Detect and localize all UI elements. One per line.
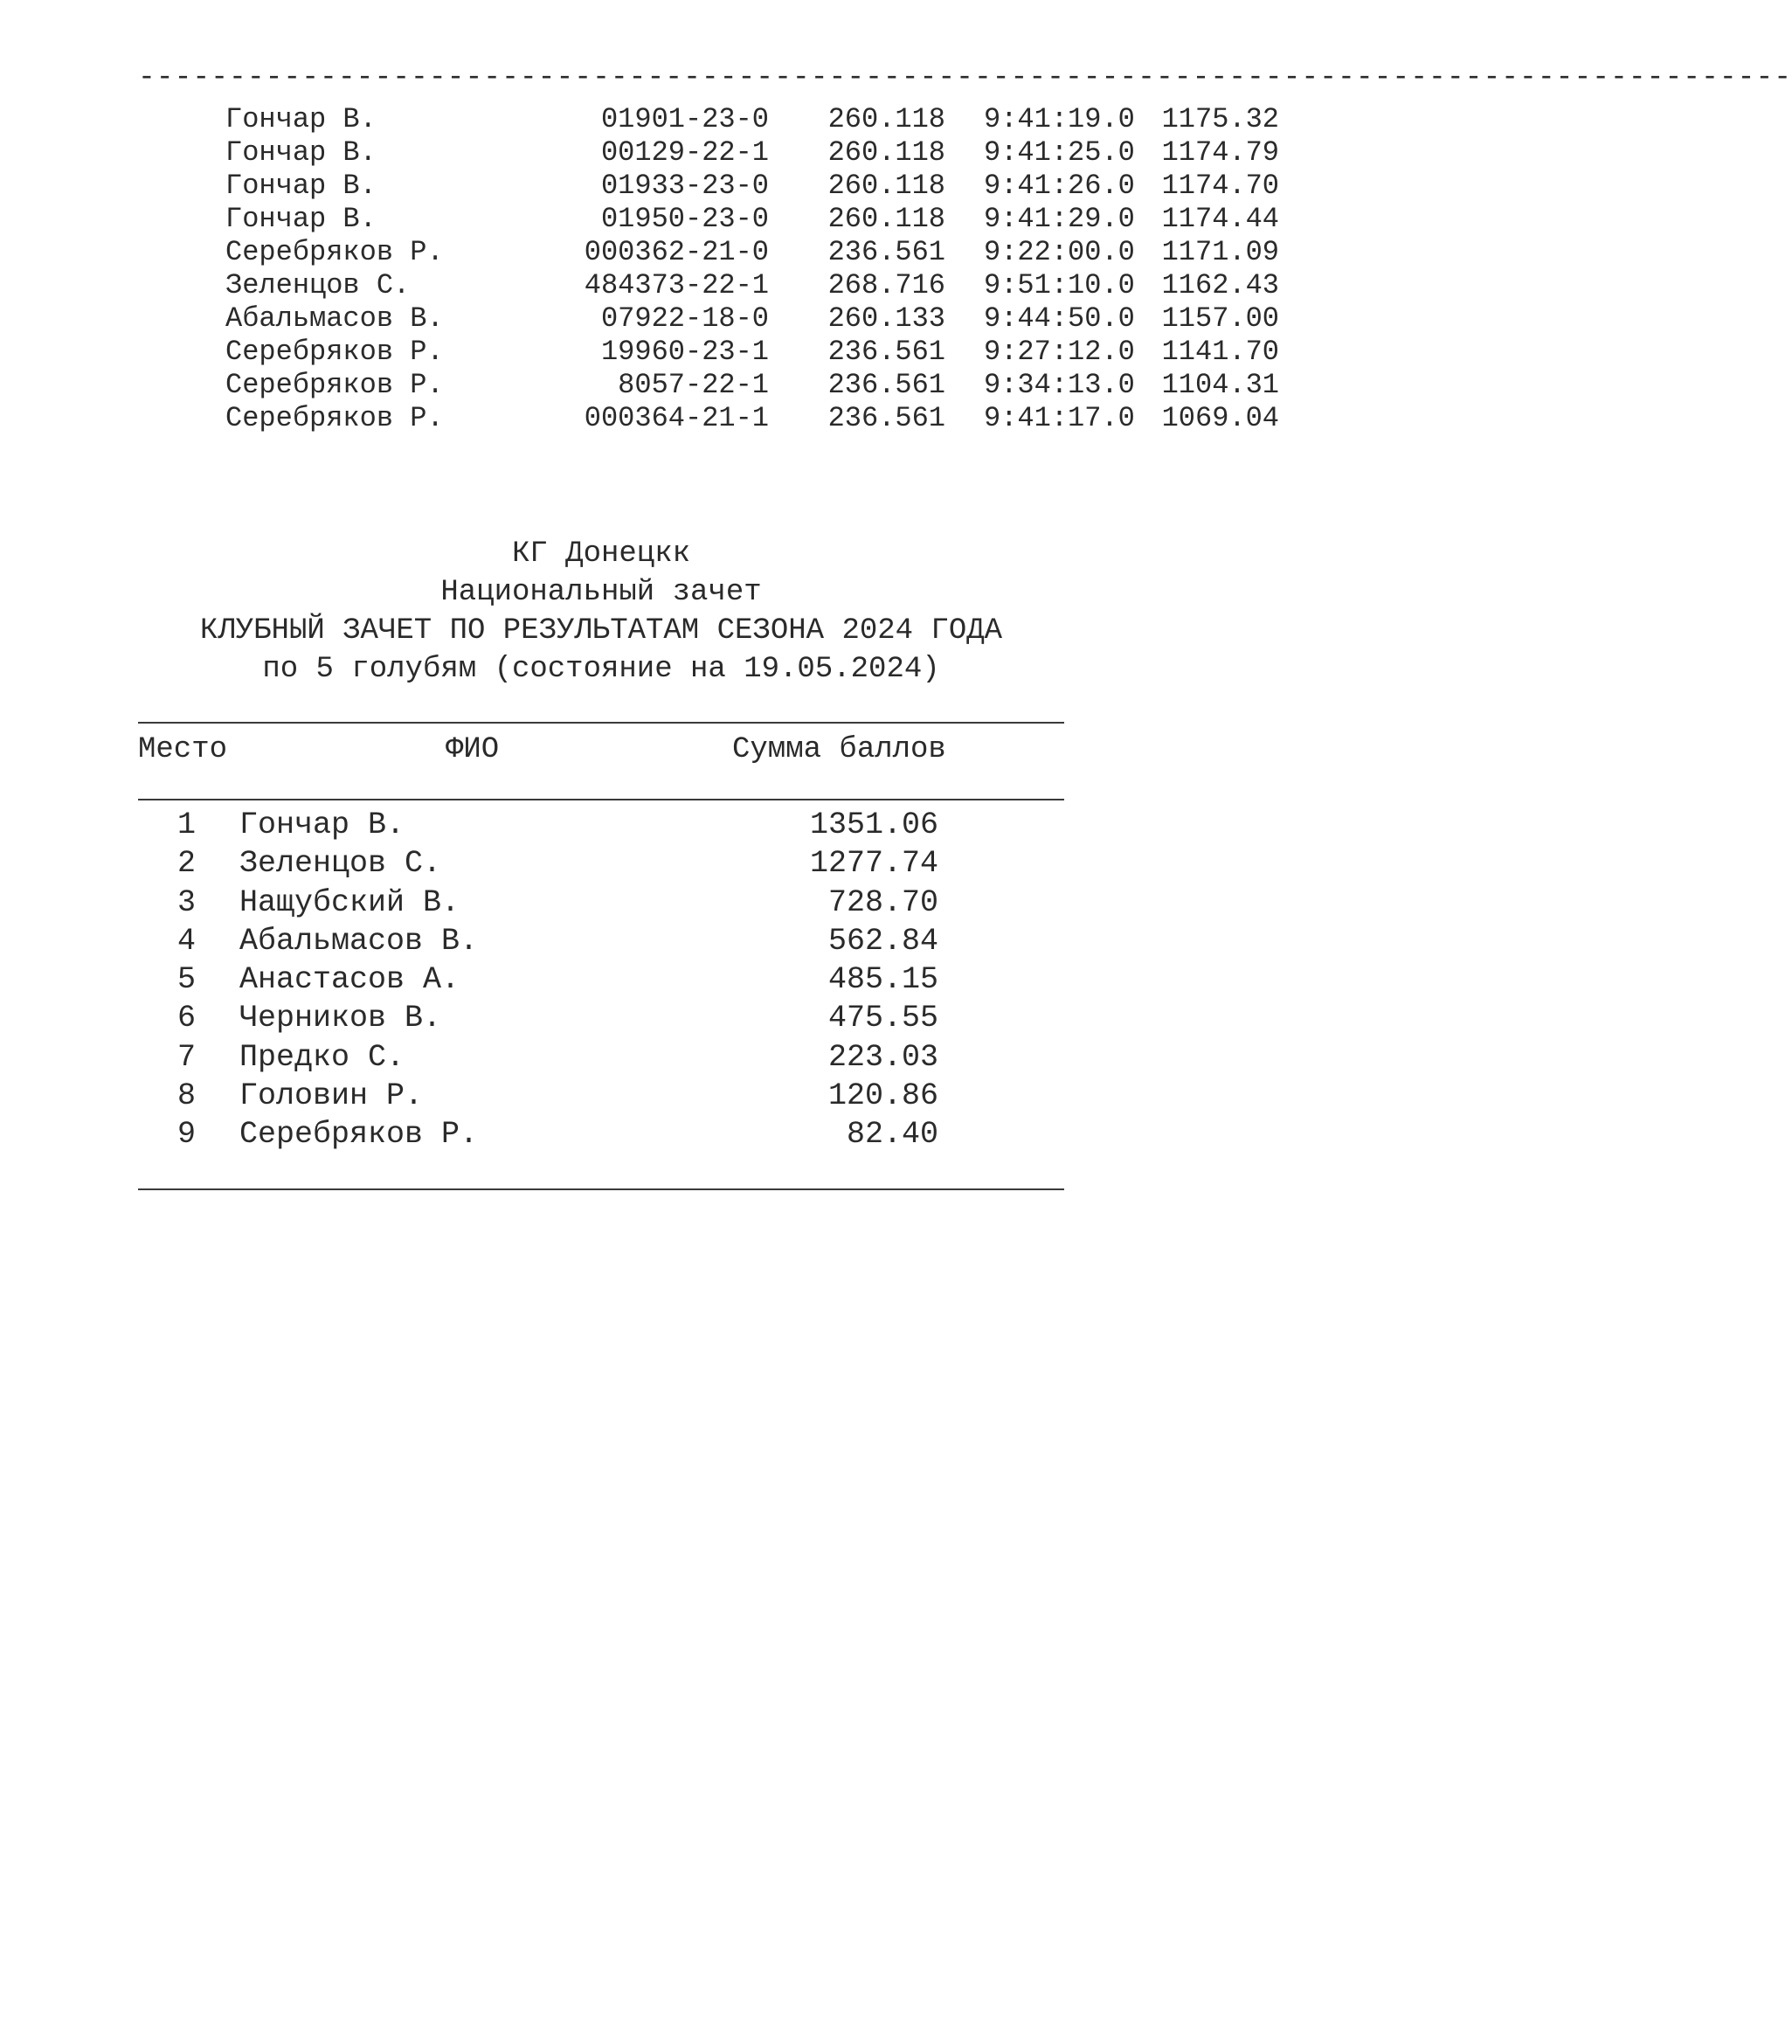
result-speed: 1174.79 [1161,136,1279,169]
result-time: 9:41:25.0 [984,136,1135,169]
result-time: 9:41:26.0 [984,170,1135,202]
standings-name: Нащубский В. [239,884,460,920]
result-distance: 236.561 [827,336,945,368]
result-speed: 1174.70 [1161,170,1279,202]
standings-table [0,806,1445,1154]
standings-sum: 1277.74 [809,846,938,882]
result-distance: 236.561 [827,369,945,401]
result-name: Гончар В. [225,103,377,135]
standings-name: Зеленцов С. [239,846,442,882]
standings-place: 1 [176,807,196,842]
standings-place: 9 [176,1117,196,1153]
result-time: 9:41:17.0 [984,402,1135,434]
standings-place: 8 [176,1078,196,1114]
result-distance: 260.133 [827,302,945,335]
result-row [0,369,1445,402]
result-speed: 1174.44 [1161,203,1279,235]
result-distance: 236.561 [827,236,945,268]
standings-sum: 728.70 [827,884,938,920]
standings-sum: 120.86 [827,1078,938,1114]
result-name: Гончар В. [225,170,377,202]
standings-title-block [138,535,1064,689]
result-row [0,236,1445,269]
result-time: 9:22:00.0 [984,236,1135,268]
standings-top-rule [138,722,1064,724]
result-ring: 000362-21-0 [584,236,769,268]
standings-name: Предко С. [239,1039,405,1075]
result-time: 9:41:29.0 [984,203,1135,235]
result-distance: 260.118 [827,136,945,169]
result-name: Серебряков Р. [225,236,444,268]
result-speed: 1104.31 [1161,369,1279,401]
standings-row [0,1038,1445,1077]
standings-place: 3 [176,884,196,920]
standings-sum: 475.55 [827,1001,938,1036]
result-name: Зеленцов С. [225,269,411,301]
result-row [0,336,1445,369]
standings-row [0,922,1445,960]
result-ring: 07922-18-0 [600,302,769,335]
standings-bottom-rule [138,1188,1064,1190]
result-ring: 19960-23-1 [600,336,769,368]
column-header-fio: ФИО [446,733,500,766]
standings-place: 5 [176,962,196,998]
result-speed: 1141.70 [1161,336,1279,368]
result-ring: 000364-21-1 [584,402,769,434]
column-header-place: Место [138,733,228,766]
result-ring: 01901-23-0 [600,103,769,135]
category-title: Национальный зачет [440,576,762,609]
standings-row [0,999,1445,1037]
org-name: КГ Донецкк [511,537,691,571]
standings-name: Анастасов А. [239,962,460,998]
result-distance: 268.716 [827,269,945,301]
column-header-sum: Сумма баллов [732,733,946,766]
result-speed: 1171.09 [1161,236,1279,268]
standings-header-rule [138,799,1064,800]
result-name: Серебряков Р. [225,369,444,401]
standings-sum: 562.84 [827,923,938,959]
standings-sum: 223.03 [827,1039,938,1075]
result-distance: 260.118 [827,170,945,202]
standings-sum: 1351.06 [809,807,938,842]
standings-name: Черников В. [239,1001,442,1036]
standings-name: Гончар В. [239,807,405,842]
standings-place: 7 [176,1039,196,1075]
result-name: Абальмасов В. [225,302,444,335]
result-speed: 1162.43 [1161,269,1279,301]
standings-name: Абальмасов В. [239,923,479,959]
result-ring: 8057-22-1 [618,369,769,401]
result-time: 9:27:12.0 [984,336,1135,368]
result-speed: 1175.32 [1161,103,1279,135]
standings-row [0,1077,1445,1115]
result-time: 9:34:13.0 [984,369,1135,401]
result-distance: 260.118 [827,203,945,235]
result-time: 9:44:50.0 [984,302,1135,335]
result-time: 9:41:19.0 [984,103,1135,135]
result-name: Гончар В. [225,136,377,169]
result-speed: 1069.04 [1161,402,1279,434]
standings-row [0,806,1445,844]
standings-name: Головин Р. [239,1078,424,1114]
standings-name: Серебряков Р. [239,1117,479,1153]
standings-sum: 82.40 [846,1117,938,1153]
subtitle: по 5 голубям (состояние на 19.05.2024) [262,653,940,686]
standings-row [0,844,1445,883]
standings-sum: 485.15 [827,962,938,998]
result-distance: 260.118 [827,103,945,135]
result-ring: 01950-23-0 [600,203,769,235]
result-row [0,103,1445,136]
standings-header-row [0,731,1445,769]
results-separator: ------------------------------------------------------------------------------------------- [138,61,1792,94]
result-row [0,269,1445,302]
standings-place: 4 [176,923,196,959]
result-row [0,203,1445,236]
result-row [0,136,1445,170]
result-ring: 00129-22-1 [600,136,769,169]
result-name: Серебряков Р. [225,402,444,434]
result-row [0,402,1445,435]
result-ring: 484373-22-1 [584,269,769,301]
standings-place: 2 [176,846,196,882]
results-table [0,103,1445,435]
standings-row [0,960,1445,999]
standings-row [0,1115,1445,1154]
result-row [0,302,1445,336]
standings-row [0,883,1445,922]
result-ring: 01933-23-0 [600,170,769,202]
result-name: Серебряков Р. [225,336,444,368]
main-title: КЛУБНЫЙ ЗАЧЕТ ПО РЕЗУЛЬТАТАМ СЕЗОНА 2024 ГОДА [199,614,1003,648]
standings-place: 6 [176,1001,196,1036]
result-name: Гончар В. [225,203,377,235]
result-speed: 1157.00 [1161,302,1279,335]
result-row [0,170,1445,203]
result-time: 9:51:10.0 [984,269,1135,301]
result-distance: 236.561 [827,402,945,434]
